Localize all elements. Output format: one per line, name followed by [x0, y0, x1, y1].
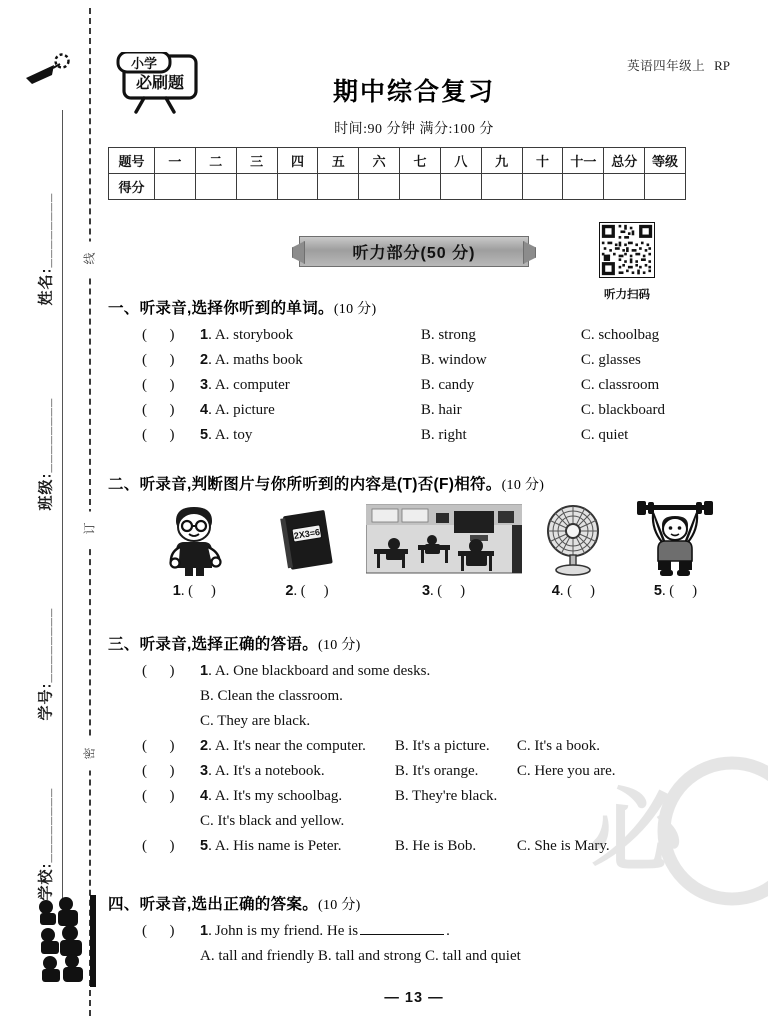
option-a[interactable]: A. His name is Peter.	[214, 838, 342, 854]
score-cell-5[interactable]	[318, 174, 359, 200]
question-number: 2	[200, 352, 209, 368]
picture-item	[363, 499, 523, 600]
answer-bracket[interactable]: ( )	[142, 663, 175, 679]
option-c[interactable]: C. She is Mary.	[516, 838, 610, 854]
score-cell-3[interactable]	[236, 174, 277, 200]
answer-bracket[interactable]: ( )	[142, 377, 175, 393]
row-label-question-no: 题号	[109, 148, 155, 174]
picture-number: 3	[421, 583, 431, 599]
picture-row	[108, 499, 728, 600]
score-cell-10[interactable]	[522, 174, 563, 200]
option-c[interactable]: C. It's a book.	[516, 738, 600, 754]
picture-item	[251, 499, 364, 600]
option-c[interactable]: C. quiet	[580, 427, 629, 443]
table-row-header	[109, 148, 686, 174]
col-8: 八	[440, 148, 481, 174]
option-a[interactable]: A. computer	[214, 377, 290, 393]
section-three	[108, 632, 728, 859]
sidebar-field-name: 姓名:________	[37, 192, 55, 306]
col-10: 十	[522, 148, 563, 174]
option-b[interactable]: B. It's orange.	[394, 763, 479, 779]
question-number: 4	[200, 788, 209, 804]
section-one-heading: 一、听录音,选择你听到的单词。(10 分)	[108, 300, 377, 317]
picture-item	[138, 499, 251, 600]
score-cell-2[interactable]	[195, 174, 236, 200]
answer-bracket[interactable]: ( )	[142, 763, 175, 779]
listening-section-banner: 听力部分(50 分)	[299, 236, 529, 267]
sidebar-field-class: 班级:________	[37, 397, 55, 511]
question-number: 5	[200, 838, 209, 854]
picture-label[interactable]: 2. ( )	[285, 583, 329, 599]
section-four	[108, 892, 728, 969]
col-7: 七	[400, 148, 441, 174]
option-b[interactable]: B. He is Bob.	[394, 838, 477, 854]
col-9: 九	[481, 148, 522, 174]
option-a[interactable]: A. toy	[214, 427, 253, 443]
question-row[interactable]: ( ) 1 . A. One blackboard and some desks.	[108, 659, 728, 684]
picture-number: 4	[551, 583, 560, 599]
qr-block[interactable]	[596, 222, 658, 302]
page-title: 期中综合复习	[332, 78, 495, 106]
col-total: 总分	[604, 148, 645, 174]
sidebar-mark-xian: 线	[81, 242, 98, 276]
option-a[interactable]: A. It's a notebook.	[214, 763, 325, 779]
option-b[interactable]: B. window	[420, 352, 487, 368]
section-two-heading: 二、听录音,判断图片与你所听到的内容是(T)否(F)相符。(10 分)	[108, 476, 545, 493]
option-continuation-row[interactable]	[108, 809, 728, 834]
page-number: — 13 —	[384, 990, 444, 1006]
col-5: 五	[318, 148, 359, 174]
col-2: 二	[195, 148, 236, 174]
section-four-heading: 四、听录音,选出正确的答案。(10 分)	[108, 896, 361, 913]
stem-period: .	[446, 923, 450, 939]
question-row[interactable]: ( ) 2 . A. maths book B. window C. glasses	[108, 348, 728, 373]
option-continuation-row[interactable]	[108, 709, 728, 734]
question-row[interactable]: ( ) 5 . A. toy B. right C. quiet	[108, 423, 728, 448]
question-number: 5	[200, 427, 209, 443]
option-c[interactable]: C. schoolbag	[580, 327, 660, 343]
option-b[interactable]: B. Clean the classroom.	[200, 688, 343, 704]
option-b[interactable]: B. right	[420, 427, 467, 443]
svg-text:2X3=6: 2X3=6	[293, 526, 321, 541]
picture-number: 2	[285, 583, 294, 599]
score-cell-1[interactable]	[155, 174, 196, 200]
picture-box	[138, 499, 251, 577]
question-row[interactable]: ( ) 1 . John is my friend. He is .	[108, 919, 728, 944]
option-c[interactable]: C. glasses	[580, 352, 641, 368]
picture-number: 5	[653, 583, 662, 599]
picture-label[interactable]: 3. ( )	[421, 583, 466, 599]
question-number: 1	[200, 327, 209, 343]
question-number: 1	[200, 663, 209, 679]
score-cell-9[interactable]	[481, 174, 522, 200]
question-row[interactable]: ( ) 3 . A. It's a notebook. B. It's orange. C. Here you are.	[108, 759, 728, 784]
sidebar-field-student-id: 学号:________	[37, 607, 55, 721]
svg-text:小学: 小学	[130, 56, 158, 71]
col-6: 六	[359, 148, 400, 174]
row-label-score: 得分	[109, 174, 155, 200]
score-cell-grade[interactable]	[645, 174, 686, 200]
fill-in-blank[interactable]	[360, 934, 444, 935]
worksheet-page	[100, 0, 768, 1024]
col-4: 四	[277, 148, 318, 174]
answer-bracket[interactable]: ( )	[142, 923, 175, 939]
question-number: 3	[200, 763, 209, 779]
svg-text:必: 必	[589, 781, 683, 883]
question-row[interactable]: ( ) 5 . A. His name is Peter. B. He is Bob. C. She is Mary.	[108, 834, 728, 859]
option-continuation-row[interactable]	[108, 944, 728, 969]
question-number: 4	[200, 402, 209, 418]
question-row[interactable]: ( ) 4 . A. picture B. hair C. blackboard	[108, 398, 728, 423]
question-row[interactable]: ( ) 1 . A. storybook B. strong C. schoolbag	[108, 323, 728, 348]
electric-fan-icon	[542, 501, 604, 577]
score-cell-4[interactable]	[277, 174, 318, 200]
option-b[interactable]: B. It's a picture.	[394, 738, 490, 754]
col-11: 十一	[563, 148, 604, 174]
option-b[interactable]: B. They're black.	[394, 788, 498, 804]
option-c[interactable]: C. It's black and yellow.	[200, 813, 345, 829]
score-cell-11[interactable]	[563, 174, 604, 200]
subject-grade-label: 英语四年级上 RP	[627, 58, 730, 73]
picture-box	[623, 499, 728, 577]
qr-label: 听力扫码	[604, 289, 650, 301]
weightlifting-boy-icon	[632, 501, 718, 577]
score-cell-7[interactable]	[400, 174, 441, 200]
option-c[interactable]: C. blackboard	[580, 402, 665, 418]
score-cell-6[interactable]	[359, 174, 400, 200]
col-grade: 等级	[645, 148, 686, 174]
picture-box	[363, 499, 523, 577]
picture-label[interactable]: 5. ( )	[653, 583, 698, 599]
question-number: 3	[200, 377, 209, 393]
option-b[interactable]: B. hair	[420, 402, 462, 418]
picture-box	[524, 499, 623, 577]
option-a[interactable]: A. It's near the computer.	[214, 738, 366, 754]
sidebar-field-school: 学校:________	[37, 787, 55, 901]
option-b[interactable]: B. candy	[420, 377, 475, 393]
option-c[interactable]: C. Here you are.	[516, 763, 616, 779]
answer-bracket[interactable]: ( )	[142, 738, 175, 754]
answer-bracket[interactable]: ( )	[142, 352, 175, 368]
question-number: 1	[200, 923, 209, 939]
option-a[interactable]: A. picture	[214, 402, 275, 418]
picture-number: 1	[172, 583, 181, 599]
section-three-heading: 三、听录音,选择正确的答语。(10 分)	[108, 636, 361, 653]
edition-label: RP	[714, 58, 730, 73]
section-two	[108, 472, 728, 600]
answer-bracket[interactable]: ( )	[142, 788, 175, 804]
question-row[interactable]: ( ) 2 . A. It's near the computer. B. It's a picture. C. It's a book.	[108, 734, 728, 759]
exam-info: 时间:90 分钟 满分:100 分	[334, 122, 494, 137]
option-continuation-row[interactable]	[108, 684, 728, 709]
picture-box	[251, 499, 364, 577]
decorative-silhouette	[32, 895, 104, 987]
option-list[interactable]: A. tall and friendly B. tall and strong C. tall and quiet	[200, 948, 521, 964]
sidebar-mark-ding: 订	[81, 512, 98, 546]
picture-label[interactable]: 4. ( )	[551, 583, 595, 599]
score-table	[108, 147, 686, 200]
svg-text:必刷题: 必刷题	[135, 75, 185, 92]
question-row[interactable]: ( ) 3 . A. computer B. candy C. classroom	[108, 373, 728, 398]
section-one	[108, 296, 728, 448]
maths-book-icon	[272, 501, 342, 577]
sidebar-solid-line	[62, 110, 63, 900]
option-a[interactable]: A. maths book	[214, 352, 303, 368]
col-1: 一	[155, 148, 196, 174]
question-stem: John is my friend. He is	[214, 923, 359, 939]
question-number: 2	[200, 738, 209, 754]
binding-strip	[0, 0, 100, 1024]
score-cell-total[interactable]	[604, 174, 645, 200]
answer-bracket[interactable]: ( )	[142, 427, 175, 443]
option-a[interactable]: A. storybook	[214, 327, 294, 343]
score-cell-8[interactable]	[440, 174, 481, 200]
col-3: 三	[236, 148, 277, 174]
classroom-photo-icon	[366, 501, 522, 577]
answer-bracket[interactable]: ( )	[142, 327, 175, 343]
option-a[interactable]: A. One blackboard and some desks.	[214, 663, 431, 679]
option-c[interactable]: C. classroom	[580, 377, 660, 393]
sidebar-mark-mi: 密	[81, 737, 98, 771]
option-a[interactable]: A. It's my schoolbag.	[214, 788, 343, 804]
answer-bracket[interactable]: ( )	[142, 402, 175, 418]
qr-code-icon[interactable]	[599, 222, 655, 278]
picture-label[interactable]: 1. ( )	[172, 583, 216, 599]
option-c[interactable]: C. They are black.	[200, 713, 311, 729]
boy-with-glasses-icon	[158, 501, 230, 577]
answer-bracket[interactable]: ( )	[142, 838, 175, 854]
option-b[interactable]: B. strong	[420, 327, 476, 343]
scissors-icon	[22, 48, 82, 100]
question-row[interactable]: ( ) 4 . A. It's my schoolbag. B. They're black.	[108, 784, 728, 809]
table-row-scores	[109, 174, 686, 200]
picture-item	[524, 499, 623, 600]
picture-item	[623, 499, 728, 600]
